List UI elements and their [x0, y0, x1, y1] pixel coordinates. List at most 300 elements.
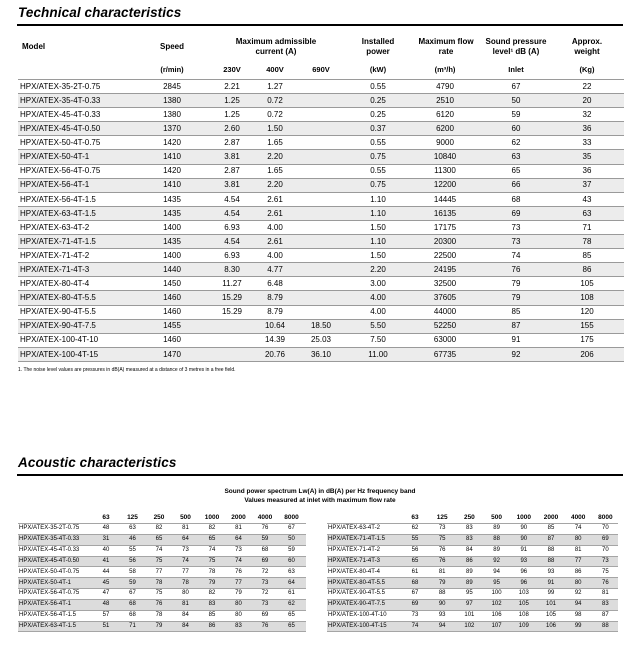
cell-power: 2.20 [370, 265, 386, 275]
acoustic-heading-1: Sound power spectrum Lw(A) in dB(A) per Hz frequency band [224, 488, 416, 495]
spectrum-cell: 62 [411, 525, 419, 532]
spectrum-cell: 90 [438, 601, 446, 608]
frequency-label: 2000 [231, 514, 246, 521]
model-cell: HPX/ATEX-56-4T-1 [19, 601, 71, 608]
cell-power: 0.37 [370, 124, 386, 134]
cell-model: HPX/ATEX-35-2T-0.75 [20, 81, 101, 91]
unit-flow: (m³/h) [434, 65, 456, 74]
cell-flow: 63000 [433, 335, 457, 345]
cell-speed: 1370 [163, 124, 181, 134]
table-row [18, 276, 624, 290]
cell-flow: 37605 [433, 293, 457, 303]
header-model: Model [22, 42, 46, 51]
header-current: Maximum admissible current (A) [235, 37, 317, 56]
spectrum-cell: 57 [102, 612, 110, 619]
header-power: Installed power [361, 37, 395, 56]
spectrum-cell: 79 [155, 622, 163, 629]
table-row [18, 79, 624, 93]
spectrum-cell: 105 [545, 612, 556, 619]
cell-sound: 59 [511, 109, 521, 119]
frequency-label: 8000 [598, 514, 613, 521]
spectrum-cell: 106 [491, 612, 502, 619]
spectrum-cell: 68 [129, 612, 136, 619]
cell-weight: 36 [582, 166, 592, 176]
spectrum-cell: 81 [438, 568, 446, 575]
unit-kg: (Kg) [579, 65, 595, 74]
spectrum-cell: 76 [155, 601, 163, 608]
table-row [327, 523, 618, 534]
table-row [18, 610, 306, 621]
cell-power: 0.25 [370, 95, 386, 105]
cell-flow: 44000 [433, 307, 457, 317]
cell-model: HPX/ATEX-71-4T-2 [20, 250, 90, 260]
cell-weight: 20 [582, 95, 592, 105]
model-cell: HPX/ATEX-90-4T-7.5 [328, 601, 385, 608]
cell-speed: 1400 [163, 250, 181, 260]
spectrum-cell: 83 [235, 622, 242, 629]
spectrum-cell: 78 [155, 579, 163, 586]
cell-speed: 1435 [163, 208, 181, 218]
spectrum-cell: 88 [602, 622, 609, 629]
spectrum-cell: 73 [602, 557, 609, 564]
cell-model: HPX/ATEX-56-4T-1 [20, 180, 90, 190]
spectrum-cell: 77 [574, 557, 582, 564]
cell-weight: 35 [582, 152, 592, 162]
spectrum-cell: 82 [208, 590, 216, 597]
spectrum-cell: 93 [547, 568, 555, 575]
model-cell: HPX/ATEX-71-4T-1.5 [328, 536, 385, 543]
spectrum-cell: 85 [547, 525, 555, 532]
cell-flow: 9000 [436, 138, 454, 148]
table-row [327, 534, 618, 545]
model-cell: HPX/ATEX-80-4T-4 [328, 568, 380, 575]
model-cell: HPX/ATEX-63-4T-2 [328, 525, 380, 532]
spectrum-cell: 60 [288, 557, 295, 564]
model-cell: HPX/ATEX-50-4T-1 [19, 579, 71, 586]
spectrum-cell: 78 [208, 568, 216, 575]
cell-400v: 8.79 [267, 307, 283, 317]
frequency-header [327, 514, 618, 523]
spectrum-cell: 84 [182, 612, 189, 619]
spectrum-cell: 85 [208, 612, 216, 619]
spectrum-cell: 89 [493, 525, 500, 532]
cell-model: HPX/ATEX-100-4T-15 [20, 349, 99, 359]
spectrum-cell: 98 [574, 612, 582, 619]
cell-model: HPX/ATEX-50-4T-1 [20, 152, 90, 162]
spectrum-cell: 87 [602, 612, 609, 619]
spectrum-cell: 41 [102, 557, 110, 564]
cell-speed: 1450 [163, 279, 181, 289]
cell-model: HPX/ATEX-63-4T-2 [20, 222, 90, 232]
spectrum-cell: 83 [602, 601, 609, 608]
cell-speed: 1455 [163, 321, 181, 331]
table-row [327, 610, 618, 621]
cell-power: 5.50 [370, 321, 386, 331]
cell-400v: 10.64 [264, 321, 286, 331]
cell-sound: 85 [511, 307, 521, 317]
model-cell: HPX/ATEX-35-4T-0.33 [19, 536, 80, 543]
cell-400v: 4.00 [267, 250, 283, 260]
spectrum-cell: 75 [155, 590, 163, 597]
cell-230v: 2.21 [224, 81, 240, 91]
frequency-label: 500 [491, 514, 503, 521]
cell-speed: 1460 [163, 293, 181, 303]
acoustic-table-left [18, 514, 306, 632]
footnote: 1. The noise level values are pressures in dB(A) measured at a distance of 3 metres in a free field. [18, 367, 236, 373]
cell-400v: 8.79 [267, 293, 283, 303]
cell-weight: 22 [582, 81, 592, 91]
spectrum-cell: 77 [235, 579, 242, 586]
spectrum-cell: 56 [129, 557, 136, 564]
spectrum-cell: 108 [518, 612, 529, 619]
table-row [327, 621, 618, 633]
cell-400v: 2.61 [267, 208, 283, 218]
spectrum-cell: 99 [574, 622, 582, 629]
cell-flow: 6200 [436, 124, 454, 134]
spectrum-cell: 96 [520, 579, 528, 586]
spectrum-cell: 88 [438, 590, 446, 597]
cell-speed: 1410 [163, 180, 181, 190]
cell-weight: 36 [582, 124, 592, 134]
spectrum-cell: 107 [491, 622, 502, 629]
cell-model: HPX/ATEX-56-4T-0.75 [20, 166, 101, 176]
spectrum-cell: 55 [129, 546, 136, 553]
cell-400v: 1.27 [267, 81, 283, 91]
cell-speed: 1380 [163, 95, 181, 105]
table-row [18, 149, 624, 163]
spectrum-cell: 101 [464, 612, 475, 619]
cell-230v: 4.54 [224, 194, 240, 204]
table-row [327, 577, 618, 588]
frequency-label: 250 [463, 514, 475, 521]
cell-speed: 1410 [163, 152, 181, 162]
spectrum-cell: 62 [288, 601, 295, 608]
frequency-label: 1000 [516, 514, 532, 521]
spectrum-cell: 91 [547, 579, 555, 586]
spectrum-cell: 74 [208, 546, 216, 553]
unit-kw: (kW) [369, 65, 387, 74]
cell-weight: 105 [580, 279, 594, 289]
table-row [327, 545, 618, 556]
model-cell: HPX/ATEX-35-2T-0.75 [19, 525, 80, 532]
table-row [18, 588, 306, 599]
model-cell: HPX/ATEX-45-4T-0.33 [19, 546, 80, 553]
frequency-label: 2000 [543, 514, 559, 521]
cell-speed: 2845 [163, 81, 181, 91]
cell-sound: 63 [511, 152, 521, 162]
cell-model: HPX/ATEX-56-4T-1.5 [20, 194, 96, 204]
cell-model: HPX/ATEX-80-4T-4 [20, 279, 90, 289]
cell-230v: 2.60 [224, 124, 240, 134]
cell-230v: 15.29 [221, 293, 243, 303]
spectrum-cell: 84 [466, 546, 473, 553]
spectrum-cell: 94 [574, 601, 582, 608]
table-row [18, 333, 624, 347]
table-row [18, 262, 624, 276]
cell-power: 4.00 [370, 307, 386, 317]
technical-title: Technical characteristics [18, 5, 182, 20]
spectrum-cell: 67 [129, 590, 136, 597]
cell-690v: 18.50 [310, 321, 332, 331]
cell-model: HPX/ATEX-35-4T-0.33 [20, 95, 101, 105]
cell-230v: 2.87 [224, 166, 240, 176]
cell-sound: 79 [511, 279, 521, 289]
spectrum-cell: 65 [155, 536, 163, 543]
cell-model: HPX/ATEX-71-4T-1.5 [20, 236, 96, 246]
spectrum-cell: 94 [438, 622, 446, 629]
table-row [18, 234, 624, 248]
table-row [18, 164, 624, 178]
spectrum-cell: 79 [235, 590, 242, 597]
cell-power: 0.75 [370, 152, 386, 162]
cell-690v: 25.03 [310, 335, 332, 345]
cell-400v: 1.50 [267, 124, 283, 134]
spectrum-cell: 74 [411, 622, 419, 629]
cell-power: 7.50 [370, 335, 386, 345]
spectrum-cell: 88 [547, 546, 555, 553]
spectrum-cell: 79 [208, 579, 216, 586]
spectrum-cell: 65 [208, 536, 216, 543]
spectrum-cell: 48 [102, 525, 110, 532]
cell-flow: 52250 [433, 321, 457, 331]
header-speed: Speed [159, 42, 184, 51]
cell-model: HPX/ATEX-45-4T-0.33 [20, 109, 101, 119]
cell-weight: 32 [582, 109, 592, 119]
cell-power: 11.00 [368, 349, 388, 359]
spectrum-cell: 78 [155, 612, 163, 619]
spectrum-cell: 47 [102, 590, 110, 597]
frequency-label: 4000 [257, 514, 273, 521]
spectrum-cell: 73 [261, 579, 269, 586]
spectrum-cell: 59 [288, 546, 295, 553]
spectrum-cell: 73 [411, 612, 419, 619]
model-cell: HPX/ATEX-71-4T-3 [328, 557, 380, 564]
spectrum-cell: 90 [520, 536, 528, 543]
model-cell: HPX/ATEX-100-4T-10 [328, 612, 387, 619]
cell-speed: 1440 [163, 265, 181, 275]
cell-230v: 1.25 [224, 95, 240, 105]
cell-sound: 50 [511, 95, 521, 105]
cell-flow: 11300 [434, 166, 456, 176]
cell-sound: 69 [511, 208, 521, 218]
cell-model: HPX/ATEX-90-4T-7.5 [20, 321, 96, 331]
spectrum-cell: 82 [208, 525, 216, 532]
cell-flow: 2510 [436, 95, 454, 105]
spectrum-cell: 81 [182, 525, 189, 532]
spectrum-cell: 64 [235, 536, 242, 543]
spectrum-cell: 83 [466, 525, 473, 532]
model-cell: HPX/ATEX-56-4T-1.5 [19, 612, 76, 619]
cell-power: 3.00 [370, 279, 386, 289]
table-row [18, 319, 624, 333]
cell-400v: 6.48 [267, 279, 283, 289]
spectrum-cell: 64 [288, 579, 295, 586]
table-row [18, 523, 306, 534]
cell-230v: 11.27 [222, 279, 242, 289]
table-row [18, 305, 624, 319]
spectrum-cell: 45 [102, 579, 110, 586]
frequency-label: 125 [436, 514, 448, 521]
cell-sound: 65 [511, 166, 521, 176]
spectrum-cell: 63 [129, 525, 136, 532]
spectrum-cell: 81 [235, 525, 242, 532]
frequency-label: 500 [180, 514, 191, 521]
table-row [18, 556, 306, 567]
spectrum-cell: 71 [129, 622, 136, 629]
cell-speed: 1435 [163, 194, 181, 204]
table-row [18, 93, 624, 107]
spectrum-cell: 102 [464, 622, 475, 629]
cell-400v: 1.65 [267, 138, 283, 148]
cell-power: 4.00 [370, 293, 386, 303]
spectrum-cell: 64 [182, 536, 189, 543]
cell-model: HPX/ATEX-63-4T-1.5 [20, 208, 96, 218]
spectrum-cell: 83 [466, 536, 473, 543]
spectrum-cell: 65 [411, 557, 419, 564]
spectrum-cell: 88 [547, 557, 555, 564]
table-row [18, 599, 306, 610]
table-row [18, 121, 624, 135]
cell-weight: 155 [580, 321, 594, 331]
table-row [18, 135, 624, 149]
table-row [18, 178, 624, 192]
model-cell: HPX/ATEX-45-4T-0.50 [19, 557, 80, 564]
cell-sound: 60 [511, 124, 521, 134]
cell-400v: 0.72 [267, 109, 283, 119]
spectrum-cell: 90 [520, 525, 528, 532]
technical-rows [18, 79, 624, 362]
spectrum-cell: 67 [288, 525, 295, 532]
cell-flow: 67735 [433, 349, 457, 359]
cell-model: HPX/ATEX-90-4T-5.5 [20, 307, 96, 317]
cell-speed: 1400 [163, 222, 181, 232]
spectrum-cell: 99 [547, 590, 555, 597]
spectrum-cell: 80 [574, 579, 582, 586]
cell-model: HPX/ATEX-100-4T-10 [20, 335, 99, 345]
spectrum-cell: 56 [411, 546, 419, 553]
spectrum-cell: 65 [288, 612, 295, 619]
cell-400v: 20.76 [264, 349, 286, 359]
cell-400v: 2.61 [267, 194, 283, 204]
spectrum-cell: 69 [602, 536, 609, 543]
cell-sound: 92 [511, 349, 521, 359]
cell-400v: 1.65 [267, 166, 283, 176]
cell-sound: 73 [511, 222, 521, 232]
spectrum-cell: 68 [129, 601, 136, 608]
cell-flow: 20300 [433, 236, 457, 246]
table-row [327, 588, 618, 599]
acoustic-heading-2: Values measured at inlet with maximum flow rate [244, 497, 396, 504]
cell-power: 1.50 [370, 222, 386, 232]
cell-speed: 1380 [163, 109, 181, 119]
cell-400v: 2.20 [267, 180, 283, 190]
spectrum-cell: 89 [493, 546, 500, 553]
frequency-label: 125 [127, 514, 138, 521]
table-row [18, 220, 624, 234]
spectrum-cell: 103 [518, 590, 529, 597]
cell-speed: 1420 [163, 138, 181, 148]
cell-sound: 87 [511, 321, 521, 331]
cell-flow: 22500 [433, 250, 457, 260]
spectrum-cell: 89 [466, 579, 473, 586]
cell-sound: 73 [511, 236, 521, 246]
cell-power: 0.55 [370, 81, 386, 91]
spectrum-cell: 97 [466, 601, 473, 608]
spectrum-cell: 91 [520, 546, 528, 553]
frequency-label: 63 [102, 514, 110, 521]
table-row [18, 347, 624, 362]
spectrum-cell: 74 [182, 557, 189, 564]
spectrum-cell: 65 [288, 622, 295, 629]
spectrum-cell: 61 [288, 590, 295, 597]
cell-flow: 4790 [436, 81, 454, 91]
table-row [18, 545, 306, 556]
cell-sound: 62 [511, 138, 521, 148]
spectrum-cell: 92 [493, 557, 500, 564]
spectrum-cell: 81 [602, 590, 609, 597]
spectrum-cell: 80 [182, 590, 189, 597]
cell-sound: 66 [511, 180, 521, 190]
spectrum-cell: 69 [261, 557, 269, 564]
cell-power: 0.75 [370, 180, 386, 190]
cell-weight: 71 [582, 222, 592, 232]
cell-230v: 2.87 [224, 138, 240, 148]
model-cell: HPX/ATEX-100-4T-15 [328, 622, 387, 629]
frequency-label: 8000 [284, 514, 299, 521]
cell-weight: 108 [580, 293, 594, 303]
cell-flow: 14445 [433, 194, 457, 204]
spectrum-cell: 76 [602, 579, 609, 586]
cell-power: 0.55 [370, 138, 386, 148]
spectrum-cell: 74 [155, 546, 163, 553]
spectrum-cell: 81 [574, 546, 582, 553]
spectrum-cell: 61 [411, 568, 419, 575]
cell-230v: 6.93 [224, 222, 240, 232]
cell-230v: 1.25 [224, 109, 240, 119]
cell-speed: 1470 [163, 349, 181, 359]
table-row [327, 566, 618, 577]
cell-flow: 24195 [433, 265, 457, 275]
cell-power: 1.10 [370, 208, 386, 218]
cell-400v: 2.61 [267, 236, 283, 246]
table-row [18, 290, 624, 304]
cell-weight: 85 [582, 250, 592, 260]
spectrum-cell: 95 [466, 590, 473, 597]
cell-weight: 175 [580, 335, 594, 345]
spectrum-cell: 31 [102, 536, 110, 543]
spectrum-cell: 74 [235, 557, 242, 564]
spectrum-cell: 69 [411, 601, 419, 608]
cell-230v: 3.81 [224, 152, 240, 162]
spectrum-cell: 102 [491, 601, 502, 608]
spectrum-cell: 58 [129, 568, 136, 575]
spectrum-cell: 40 [102, 546, 110, 553]
cell-model: HPX/ATEX-71-4T-3 [20, 265, 90, 275]
spectrum-cell: 75 [155, 557, 163, 564]
spectrum-cell: 93 [520, 557, 528, 564]
spectrum-cell: 73 [182, 546, 189, 553]
unit-230v: 230V [223, 65, 241, 74]
spectrum-cell: 95 [493, 579, 500, 586]
cell-690v: 36.10 [310, 349, 332, 359]
spectrum-cell: 101 [545, 601, 556, 608]
cell-230v: 4.54 [224, 208, 240, 218]
spectrum-cell: 59 [261, 536, 269, 543]
header-weight: Approx. weight [571, 37, 603, 56]
cell-power: 0.25 [370, 109, 386, 119]
spectrum-cell: 77 [155, 568, 163, 575]
cell-weight: 86 [582, 265, 592, 275]
